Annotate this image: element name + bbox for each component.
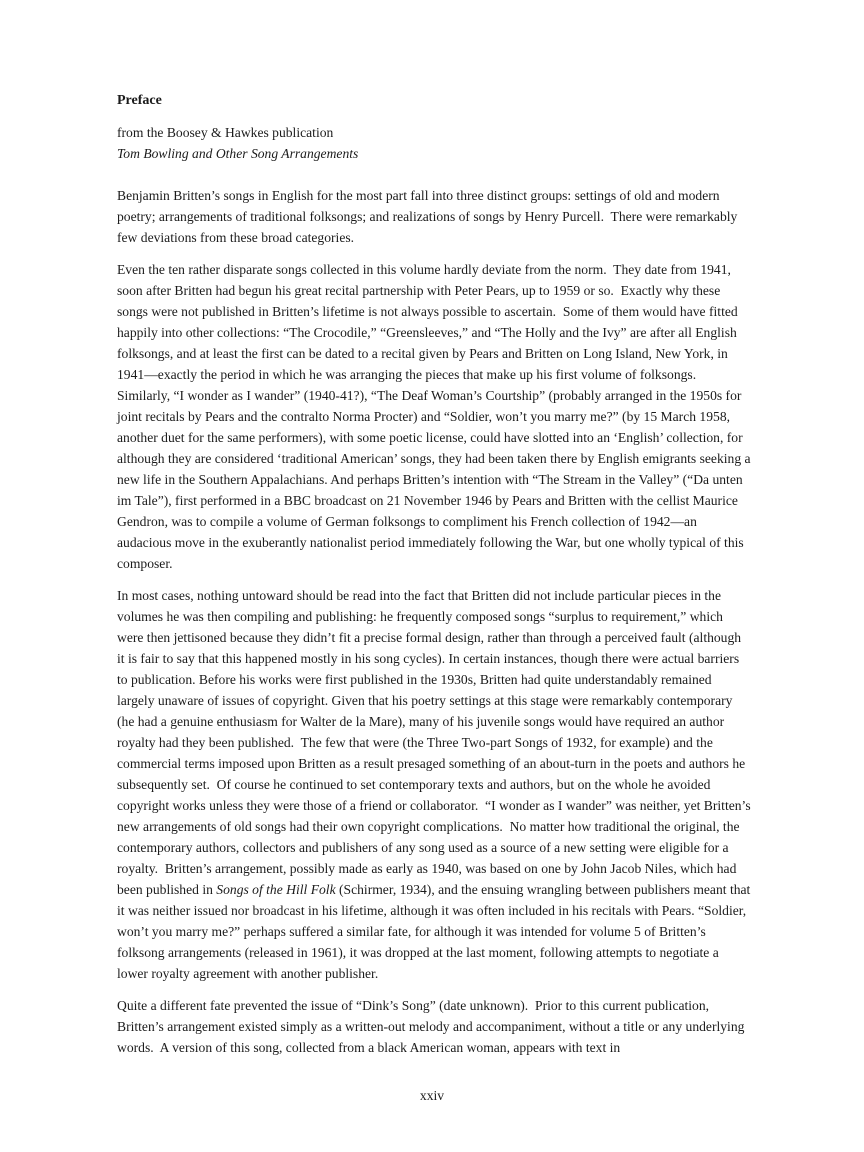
paragraph-4: Quite a different fate prevented the issue of “Dink’s Song” (date unknown). Prior to this current publication, Britten’s arrangement existed simply as a written-out melody and accompaniment, without a title or any underlying words. A version of this song, collected from a black American woman, appears with text in — [117, 998, 748, 1055]
paragraph-3-text: In most cases, nothing untoward should be read into the fact that Britten did not include particular pieces in the volumes he was then compiling and publishing: he frequently composed songs “surplus to requirement,” which were then jettisoned because they didn’t fit a precise formal design, rather than through a perceived fault (although it is fair to say that this happened mostly in his song cycles). In certain instances, though there were actual barriers to publication. Before his works were first published in the 1930s, Britten had quite understandably remained largely unaware of issues of copyright. Given that his poetry settings at this stage were remarkably contemporary (he had a genuine enthusiasm for Walter de la Mare), many of his juvenile songs would have required an author royalty had they been published. The few that were (the Three Two-part Songs of 1932, for example) and the commercial terms imposed upon Britten as a result presaged something of an about-turn in the poets and authors he subsequently set. Of course he continued to set contemporary texts and authors, but on the whole he avoided copyright works unless they were those of a friend or collaborator. “I wonder as I wander” was neither, yet Britten’s new arrangements of old songs had their own copyright complications. No matter how traditional the original, the contemporary authors, collectors and publishers of any song used as a source of a new setting were eligible for a royalty. Britten’s arrangement, possibly made as early as 1940, was based on one by John Jacob Niles, which had been published in — [117, 588, 755, 897]
paragraph-1: Benjamin Britten’s songs in English for the most part fall into three distinct groups: settings of old and modern poetry; arrangements of traditional folksongs; and realizations of songs by Henry Purcell. There were remarkably few deviations from these broad categories. — [117, 188, 741, 245]
publication-source-line: from the Boosey & Hawkes publication — [117, 125, 334, 140]
page-title: Preface — [117, 93, 162, 108]
paragraph-2: Even the ten rather disparate songs collected in this volume hardly deviate from the norm. They date from 1941, soon after Britten had begun his great recital partnership with Peter Pears, up to 1959 or so. Exactly why these songs were not published in Britten’s lifetime is not always possible to ascertain. Some of them would have fitted happily into other collections: “The Crocodile,” “Greensleeves,” and “The Holly and the Ivy” are after all English folksongs, and at least the first can be dated to a recital given by Pears and Britten on Long Island, New York, in 1941—exactly the period in which he was arranging the pieces that make up his first volume of folksongs. Similarly, “I wonder as I wander” (1940-41?), “The Deaf Woman’s Courtship” (probably arranged in the 1950s for joint recitals by Pears and the contralto Norma Procter) and “Soldier, won’t you marry me?” (by 15 March 1958, another duet for the same performers), with some poetic license, could have slotted into an ‘English’ collection, for although they are considered ‘traditional American’ songs, they had been taken there by English emigrants seeking a new life in the Southern Appalachians. And perhaps Britten’s intention with “The Stream in the Valley” (“Da unten im Tale”), first performed in a BBC broadcast on 21 November 1946 by Pears and Britten with the cellist Maurice Gendron, was to compile a volume of German folksongs to compliment his French collection of 1942—an audacious move in the exuberantly nationalist period immediately following the War, but one wholly typical of this composer. — [117, 262, 754, 571]
paragraph-3-book-title: Songs of the Hill Folk — [216, 882, 336, 897]
paragraph-3-text-cont: (Schirmer, 1934), and the ensuing wrangling between publishers meant that it was neither issued nor broadcast in his lifetime, although it was often included in his recitals with Pears. “Soldier, won’t you marry me?” perhaps suffered a similar fate, for although it was intended for volume 5 of Britten’s folksong arrangements (released in 1961), it was dropped at the last moment, following attempts to negotiate a lower royalty agreement with another publisher. — [117, 882, 754, 981]
page-number: xxiv — [419, 1088, 445, 1103]
page-content — [117, 92, 755, 1069]
paragraph-3 — [117, 585, 755, 984]
publication-title: Tom Bowling and Other Song Arrangements — [117, 146, 359, 161]
